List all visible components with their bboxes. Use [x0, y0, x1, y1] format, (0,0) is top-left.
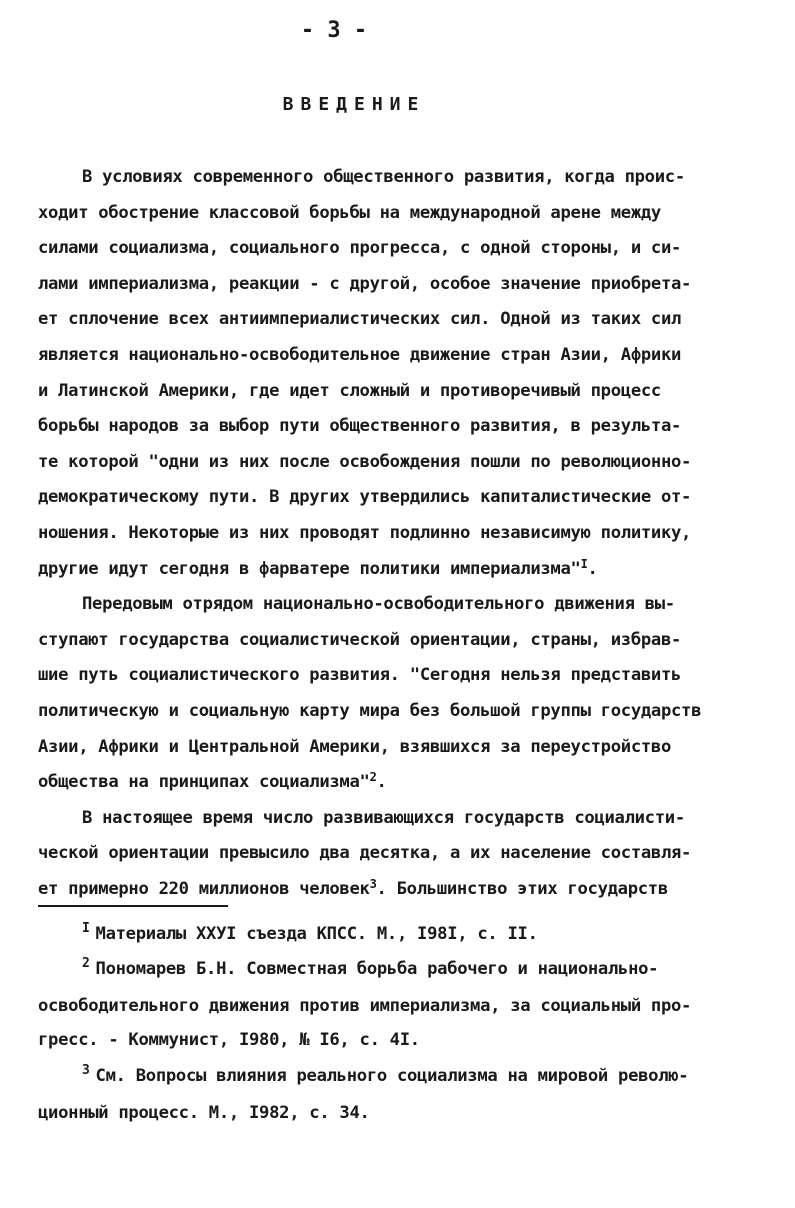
- paragraph-3-tail: . Большинство этих государств: [376, 878, 668, 899]
- footnote-text: Пономарев Б.Н. Совместная борьба рабочего и национально-: [95, 959, 659, 979]
- paragraph-1-line: В условиях современного общественного развития, когда проис-: [82, 167, 685, 187]
- footnote-ref-2[interactable]: 2: [369, 770, 377, 785]
- page-title: ВВЕДЕНИЕ: [282, 94, 426, 115]
- paragraph-1-line: те которой "одни из них после освобождения пошли по революционно-: [38, 451, 692, 472]
- footnote-1: [38, 917, 754, 954]
- footnote-mark: 3: [82, 1063, 90, 1078]
- paragraph-3-line: [38, 872, 754, 908]
- footnote-text: Материалы XXУI съезда КПСС. М., I98I, с. II.: [95, 924, 538, 944]
- paragraph-2-line: шие путь социалистического развития. "Сегодня нельзя представить: [38, 665, 682, 686]
- paragraph-3-line: В настоящее время число развивающихся государств социалисти-: [82, 807, 685, 828]
- main-text: [38, 160, 754, 907]
- footnote-separator: [38, 905, 228, 907]
- footnote-mark: 2: [82, 956, 90, 971]
- footnote-2: [38, 952, 754, 1058]
- paragraph-1-line: ет сплочение всех антиимпериалистических сил. Одной из таких сил: [38, 309, 682, 330]
- footnote-text: освободительного движения против империализма, за социальный про-: [38, 995, 692, 1016]
- paragraph-1-line: демократическому пути. В других утвердились капиталистические от-: [38, 487, 692, 508]
- paragraph-1-line: другие идут сегодня в фарватере политики империализма"$^I$.: [38, 556, 598, 579]
- footnote-text: См. Вопросы влияния реального социализма на мировой револю-: [95, 1066, 689, 1086]
- paragraph-1-line: ходит обострение классовой борьбы на международной арене между: [38, 202, 661, 223]
- footnote-3: [38, 1059, 754, 1130]
- footnote-mark: I: [82, 921, 90, 936]
- paragraph-2-line: ступают государства социалистической ориентации, страны, избрав-: [38, 629, 682, 650]
- footnote-text: ционный процесс. М., I982, с. 34.: [38, 1102, 370, 1123]
- paragraph-1-line: борьбы народов за выбор пути общественного развития, в результа-: [38, 416, 682, 437]
- paragraph-2-line: политическую и социальную карту мира без большой группы государств: [38, 700, 702, 721]
- paragraph-3-text: ет примерно 220 миллионов человек: [38, 878, 370, 899]
- footnote-ref-3[interactable]: 3: [369, 876, 377, 891]
- paragraph-2-text: общества на принципах социализма": [38, 772, 370, 793]
- paragraph-2-line: Передовым отрядом национально-освободительного движения вы-: [82, 594, 675, 615]
- paragraph-2-line: Азии, Африки и Центральной Америки, взявшихся за переустройство: [38, 736, 672, 757]
- paragraph-1-line: лами империализма, реакции - с другой, особое значение приобрета-: [38, 273, 692, 294]
- footnote-text: гресс. - Коммунист, I980, № I6, с. 4I.: [38, 1030, 420, 1051]
- paragraph-1-line: ношения. Некоторые из них проводят подлинно независимую политику,: [38, 522, 692, 543]
- page-number: - 3 -: [300, 18, 368, 43]
- paragraph-1-line: является национально-освободительное движение стран Азии, Африки: [38, 344, 682, 365]
- paragraph-2-line: общества на принципах социализма"$^2$.: [38, 770, 387, 793]
- paragraph-1-line: и Латинской Америки, где идет сложный и противоречивый процесс: [38, 380, 661, 401]
- paragraph-1-text: другие идут сегодня в фарватере политики империализма": [38, 558, 581, 579]
- footnote-ref-1[interactable]: I: [580, 556, 588, 571]
- paragraph-1-line: силами социализма, социального прогресса, с одной стороны, и си-: [38, 238, 682, 259]
- paragraph-3-line: ческой ориентации превысило два десятка, а их население составля-: [38, 843, 692, 864]
